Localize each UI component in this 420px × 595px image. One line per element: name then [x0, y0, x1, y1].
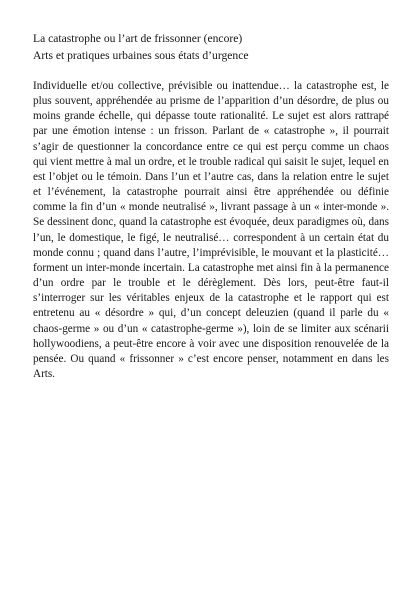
title-block — [33, 30, 388, 64]
body-paragraph: Individuelle et/ou collective, prévisible ou inattendue… la catastrophe est, le plus souvent, appréhendée au prisme de l’apparition d’un désordre, de plus ou moins grande échelle, qui dépasse toute rationalité. Le sujet est alors rattrapé par une émotion intense : un frisson. Parlant de « catastrophe », il pourrait s’agir de questionner la concordance entre ce qui est perçu comme un chaos qui vient mettre à mal un ordre, et le trouble radical qui saisit le sujet, lequel en est l’objet ou le témoin. Dans l’un et l’autre cas, dans la relation entre le sujet et l’événement, la catastrophe pourrait ainsi être appréhendée ou définie comme la fin d’un « monde neutralisé », livrant passage à un « inter-monde ». Se dessinent donc, quand la catastrophe est évoquée, deux paradigmes où, dans l’un, le domestique, le figé, le neutralisé… correspondent à un certain état du monde connu ; quand dans l’autre, l’imprévisible, le mouvant et la plasticité… forment un inter-monde incertain. La catastrophe met ainsi fin à la permanence d’un ordre par le trouble et le dérèglement. Dès lors, peut-être faut-il s’interroger sur les véritables enjeux de la catastrophe et le rapport qui est entretenu au « désordre » qui, d’un concept deleuzien (quand il parle du « chaos-germe » ou d’un « catastrophe-germe »), loin de se limiter aux scénarii hollywoodiens, a peut-être encore à voir avec une disposition renouvelée de la pensée. Ou quand « frissonner » c’est encore penser, notamment en dans les Arts. — [33, 80, 389, 380]
document-subtitle: Arts et pratiques urbaines sous états d’urgence — [33, 49, 249, 62]
body-block — [33, 79, 389, 382]
document-title: La catastrophe ou l’art de frissonner (encore) — [33, 32, 243, 45]
